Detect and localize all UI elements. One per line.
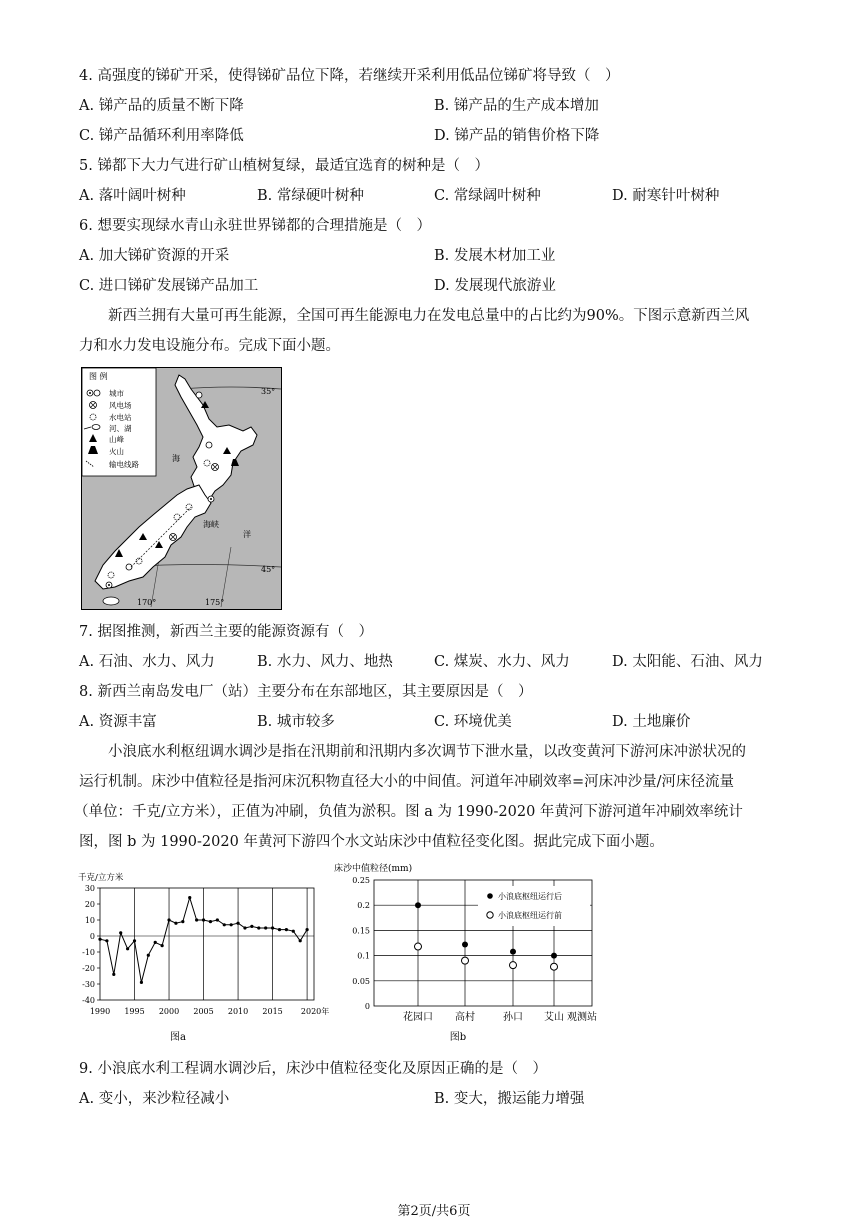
map-label-lon175: 175° (205, 598, 225, 607)
q5-stem: 5. 锑都下大力气进行矿山植树复绿，最适宜选育的树种是（ ） (79, 158, 489, 174)
chart-b-sediment-grain-size (330, 858, 620, 1048)
map-label-sea2: 洋 (243, 530, 251, 539)
chart-a-ytick-label: -10 (82, 948, 95, 957)
chart-a-ytick-label: 0 (89, 932, 95, 941)
chart-b-category-label: 高村 (455, 1012, 475, 1023)
chart-a-xtick-label: 2015 (262, 1007, 283, 1016)
chart-b-ytick-label: 0.1 (357, 951, 370, 961)
chart-a-scour-efficiency (78, 868, 340, 1048)
q6-option-a: A. 加大锑矿资源的开采 (79, 248, 230, 264)
q4-option-b: B. 锑产品的生产成本增加 (434, 98, 599, 114)
q8-option-c: C. 环境优美 (434, 714, 512, 730)
q9-option-b: B. 变大，搬运能力增强 (434, 1091, 585, 1107)
stewart-island (103, 597, 119, 605)
chart-b-legend-label-before: 小浪底枢纽运行前 (498, 911, 562, 920)
chart-b-point-before (551, 963, 558, 970)
chart-a-point (299, 939, 302, 942)
chart-a-point (188, 896, 191, 899)
chart-b-point-after (551, 953, 557, 959)
chart-a-point (278, 928, 281, 931)
chart-a-title: 图a (170, 1032, 186, 1043)
chart-b-legend-label-after: 小浪底枢纽运行后 (498, 892, 562, 901)
q6-option-d: D. 发展现代旅游业 (434, 278, 556, 294)
map-label-lon170: 170° (137, 598, 157, 607)
chart-a-point (174, 922, 177, 925)
chart-a-point (257, 926, 260, 929)
yr-intro-line2: 运行机制。床沙中值粒径是指河床沉积物直径大小的中间值。河道年冲刷效率=河床冲沙量/河床径流量 (79, 774, 735, 790)
map-legend-hydro-station: 水电站 (109, 413, 132, 422)
chart-b-point-after (415, 902, 421, 908)
q4-option-c: C. 锑产品循环利用率降低 (79, 128, 244, 144)
q6-option-c: C. 进口锑矿发展锑产品加工 (79, 278, 259, 294)
chart-a-ytick-label: -40 (82, 996, 95, 1005)
q4-option-a: A. 锑产品的质量不断下降 (79, 98, 244, 114)
chart-a-xtick-label: 2005 (193, 1007, 214, 1016)
map-legend-title: 图 例 (89, 372, 108, 381)
chart-a-point (230, 923, 233, 926)
chart-a-ytick-label: 10 (84, 916, 95, 925)
chart-a-xtick-label: 2010 (227, 1007, 249, 1016)
q6-option-b: B. 发展木材加工业 (434, 248, 556, 264)
chart-b-ytick-label: 0.2 (357, 901, 370, 911)
chart-b-category-label: 孙口 (503, 1012, 523, 1023)
yr-intro-line1: 小浪底水利枢纽调水调沙是指在汛期前和汛期内多次调节下泄水量，以改变黄河下游河床冲淤状况的 (108, 744, 746, 760)
chart-b-point-after (462, 942, 468, 948)
q7-option-b: B. 水力、风力、地热 (257, 654, 393, 670)
yr-intro-line3: （单位：千克/立方米），正值为冲刷，负值为淤积。图 a 为 1990-2020 年黄河下游河道年冲刷效率统计 (74, 804, 743, 820)
chart-b-category-label: 艾山 (544, 1012, 564, 1023)
chart-a-point (98, 938, 101, 941)
chart-a-point (305, 928, 308, 931)
chart-b-title: 图b (449, 1032, 467, 1043)
map-legend-volcano: 火山 (109, 447, 124, 456)
q5-option-d: D. 耐寒针叶树种 (612, 188, 720, 204)
chart-a-point (264, 926, 267, 929)
chart-a-point (181, 920, 184, 923)
q9-stem: 9. 小浪底水利工程调水调沙后，床沙中值粒径变化及原因正确的是（ ） (79, 1061, 547, 1077)
chart-b-point-before (462, 957, 469, 964)
chart-a-ytick-label: 30 (84, 884, 95, 893)
nz-intro-line1: 新西兰拥有大量可再生能源，全国可再生能源电力在发电总量中的占比约为90%。下图示意新西兰风 (108, 308, 750, 324)
map-legend-city: 城市 (109, 389, 124, 398)
chart-a-point (195, 918, 198, 921)
chart-a-point (250, 925, 253, 928)
q5-option-b: B. 常绿硬叶树种 (257, 188, 364, 204)
q6-stem: 6. 想要实现绿水青山永驻世界锑都的合理措施是（ ） (79, 218, 431, 234)
q7-option-c: C. 煤炭、水力、风力 (434, 654, 570, 670)
chart-a-point (202, 918, 205, 921)
chart-b-ytick-label: 0.25 (352, 876, 370, 885)
chart-a-point (216, 918, 219, 921)
chart-a-point (285, 928, 288, 931)
chart-a-point (112, 973, 115, 976)
chart-a-ytick-label: 20 (84, 900, 95, 909)
map-label-lat35: 35° (261, 387, 276, 396)
map-label-sea1: 海 (172, 454, 180, 463)
chart-a-point (154, 941, 157, 944)
chart-b-ytick-label: 0.15 (352, 926, 370, 936)
chart-b-legend-marker-after (487, 893, 493, 899)
chart-a-ytick-label: -30 (82, 980, 95, 989)
q8-option-a: A. 资源丰富 (79, 714, 157, 730)
map-label-strait: 海峡 (203, 520, 219, 529)
q9-option-a: A. 变小，来沙粒径减小 (79, 1091, 230, 1107)
q5-option-c: C. 常绿阔叶树种 (434, 188, 541, 204)
chart-b-point-after (510, 949, 516, 955)
chart-a-xtick-label: 2000 (158, 1007, 180, 1016)
chart-a-point (140, 981, 143, 984)
q4-option-d: D. 锑产品的销售价格下降 (434, 128, 600, 144)
chart-b-ylabel: 床沙中值粒径(mm) (334, 864, 413, 874)
q4-stem: 4. 高强度的锑矿开采，使得锑矿品位下降，若继续开采利用低品位锑矿将导致（ ） (79, 68, 620, 84)
q5-option-a: A. 落叶阔叶树种 (79, 188, 186, 204)
map-legend-wind-farm: 风电场 (109, 401, 132, 410)
chart-a-point (147, 954, 150, 957)
chart-b-legend-marker-before (487, 912, 493, 918)
map-legend-river-lake: 河、湖 (109, 424, 132, 433)
chart-a-point (119, 931, 122, 934)
chart-a-ytick-label: -20 (82, 964, 95, 973)
chart-b-point-before (510, 962, 517, 969)
chart-a-point (126, 947, 129, 950)
chart-a-point (292, 930, 295, 933)
nz-intro-line2: 力和水力发电设施分布。完成下面小题。 (79, 338, 340, 354)
q7-option-a: A. 石油、水力、风力 (79, 654, 215, 670)
chart-a-point (161, 944, 164, 947)
q8-option-d: D. 土地廉价 (612, 714, 691, 730)
chart-a-point (223, 923, 226, 926)
chart-a-point (133, 939, 136, 942)
new-zealand-map (81, 367, 282, 610)
q8-option-b: B. 城市较多 (257, 714, 335, 730)
chart-a-point (236, 922, 239, 925)
chart-b-ytick-label: 0.05 (352, 976, 370, 986)
map-legend-power-line: 输电线路 (109, 460, 139, 469)
map-legend-peak: 山峰 (109, 435, 124, 444)
q8-stem: 8. 新西兰南岛发电厂（站）主要分布在东部地区，其主要原因是（ ） (79, 684, 533, 700)
chart-b-category-label: 花园口 (403, 1012, 433, 1023)
chart-b-xlabel: 观测站 (567, 1012, 597, 1023)
chart-a-point (209, 920, 212, 923)
yr-intro-line4: 图，图 b 为 1990-2020 年黄河下游四个水文站床沙中值粒径变化图。据此完成下面小题。 (79, 834, 664, 850)
q7-stem: 7. 据图推测，新西兰主要的能源资源有（ ） (79, 624, 373, 640)
chart-a-point (271, 926, 274, 929)
chart-a-point (243, 926, 246, 929)
chart-a-xtick-label: 2020年 (300, 1007, 330, 1016)
chart-a-xtick-label: 1995 (124, 1007, 145, 1016)
map-label-lat45: 45° (261, 565, 276, 574)
chart-a-point (167, 918, 170, 921)
chart-b-point-before (415, 943, 422, 950)
chart-a-point (105, 939, 108, 942)
page-footer: 第2页/共6页 (397, 1204, 471, 1219)
chart-a-ylabel: 千克/立方米 (78, 873, 124, 883)
chart-b-ytick-label: 0 (364, 1002, 370, 1011)
q7-option-d: D. 太阳能、石油、风力 (612, 654, 763, 670)
chart-a-xtick-label: 1990 (89, 1007, 111, 1016)
